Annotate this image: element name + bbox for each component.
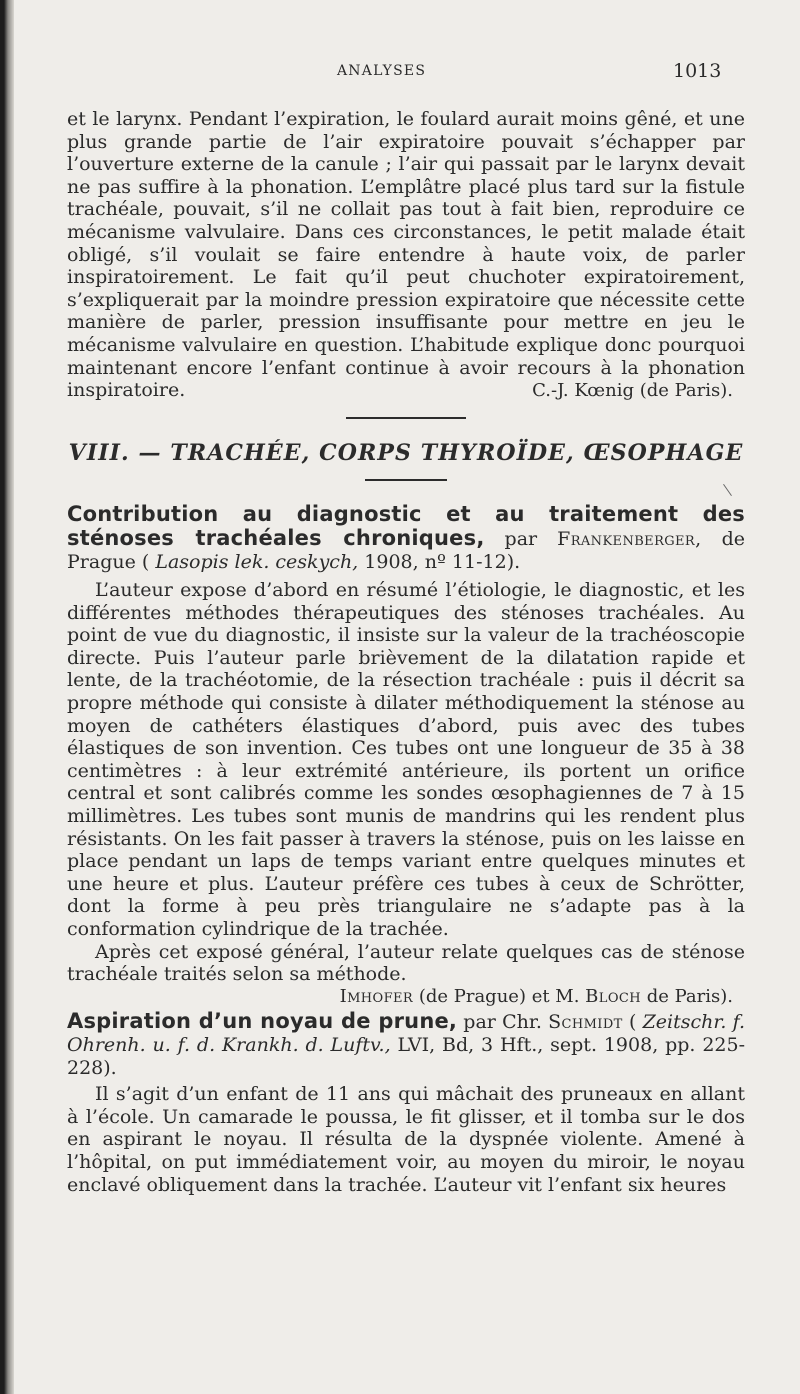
journal-reference: 1908, nº 11-12). xyxy=(364,550,521,573)
signature-text: (de Prague) et M. xyxy=(418,985,586,1007)
author-by-text: par xyxy=(504,527,558,550)
section-divider xyxy=(346,417,466,419)
article-signature xyxy=(67,986,733,1009)
article-heading xyxy=(67,503,745,573)
section-heading: VIII. — TRACHÉE, CORPS THYROÏDE, ŒSOPHAGE xyxy=(68,439,744,466)
page-number: 1013 xyxy=(673,60,722,82)
journal-reference: LVI, Bd, 3 Hft., sept. 1908, pp. 225-228). xyxy=(67,1033,746,1079)
reviewer-signature: C.-J. Kœnig (de Paris). xyxy=(532,379,733,401)
article-paragraph: L’auteur expose d’abord en résumé l’étiologie, le diagnostic, et les différentes méthodes thérapeutiques des sténoses trachéales. Au point de vue du diagnostic, il insiste sur la valeur de la trachéoscopie directe. Puis l’auteur parle brièvement de la dilatation rapide et lente, de la trachéotomie, de la résection trachéale : puis il décrit sa propre méthode qui consiste à dilater méthodiquement la sténose au moyen de cathéters élastiques d’abord, puis avec des tubes élastiques de son invention. Ces tubes ont une longueur de 35 à 38 centimètres : à leur extrémité antérieure, ils portent un orifice central et sont calibrés comme les sondes œsophagiennes de 7 à 15 millimètres. Les tubes sont munis de mandrins qui les rendent plus résistants. On les fait passer à travers la sténose, puis on les laisse en place pendant un laps de temps variant entre quelques minutes et une heure et plus. L’auteur préfère ces tubes à ceux de Schrötter, dont la forme à peu près triangulaire ne s’adapte pas à la conformation cylindrique de la trachée. xyxy=(67,579,745,940)
signature-name: Imhofer xyxy=(339,985,414,1007)
author-by-text: par Chr. xyxy=(463,1011,549,1034)
signature-name: Bloch xyxy=(585,985,641,1007)
journal-citation: Zeitschr. f. Ohrenh. u. f. d. Krankh. d. Luftv., xyxy=(67,1011,745,1056)
page-header xyxy=(0,60,800,90)
article-title: Aspiration d’un noyau de prune, xyxy=(67,1009,458,1034)
article-content xyxy=(67,108,745,1196)
citation-open: ( xyxy=(628,1011,637,1034)
continued-paragraph: et le larynx. Pendant l’expiration, le foulard aurait moins gêné, et une plus grande partie de l’air expiratoire pouvait s’échapper par l’ouverture externe de la canule ; l’air qui passait par le larynx devait ne pas suffire à la phonation. L’emplâtre placé plus tard sur la fistule trachéale, pouvait, s’il ne collait pas tout à fait bien, reproduire ce mécanisme valvulaire. Dans ces circonstances, le petit malade était obligé, s’il voulait se faire entendre à haute voix, de parler inspiratoirement. Le fait qu’il peut chuchoter expiratoirement, s’expliquerait par la moindre pression expiratoire que nécessite cette manière de parler, pression insuffisante pour mettre en jeu le mécanisme valvulaire en question. L’habitude explique donc pourquoi maintenant encore l’enfant continue à avoir recours à la phonation inspiratoire. xyxy=(67,108,745,402)
signature-text: de Paris). xyxy=(646,985,733,1007)
author-name: Schmidt xyxy=(548,1011,623,1034)
article-paragraph: Il s’agit d’un enfant de 11 ans qui mâchait des pruneaux en allant à l’école. Un camarade le poussa, le fit glisser, et il tomba sur le dos en aspirant le noyau. Il résulta de la dyspnée violente. Amené à l’hôpital, on put immédiatement voir, au moyen du miroir, le noyau enclavé obliquement dans la trachée. L’auteur vit l’enfant six heures xyxy=(67,1083,745,1196)
article-heading xyxy=(67,1010,745,1079)
article-paragraph: Après cet exposé général, l’auteur relate quelques cas de sténose trachéale traités selon sa méthode. xyxy=(67,940,745,986)
section-divider-bottom xyxy=(365,479,447,481)
journal-citation: Lasopis lek. ceskych, xyxy=(155,550,359,573)
running-title: ANALYSES xyxy=(337,63,427,79)
author-name: Frankenberger, xyxy=(557,527,702,550)
author-location: de Prague ( xyxy=(67,527,745,573)
article-title: Contribution au diagnostic et au traitement des sténoses trachéales chroniques, xyxy=(67,502,745,550)
